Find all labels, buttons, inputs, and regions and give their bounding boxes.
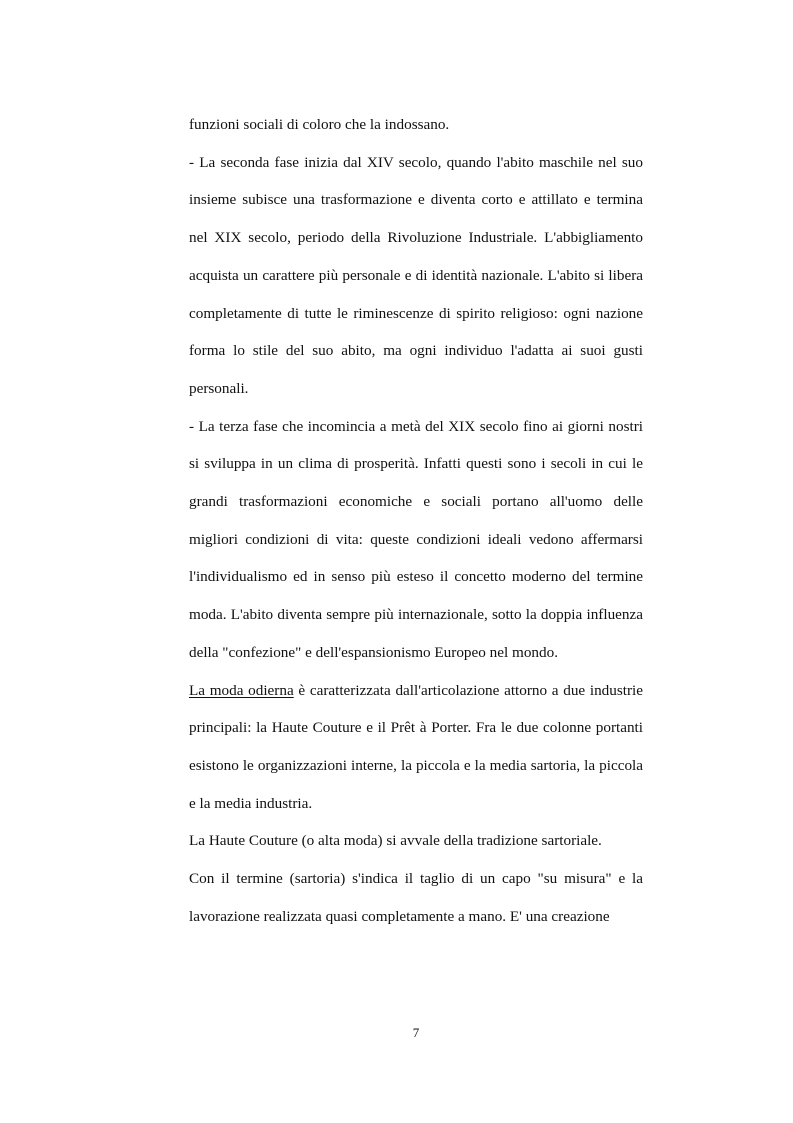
paragraph-second-phase: - La seconda fase inizia dal XIV secolo, quando l'abito maschile nel suo insieme subisce una trasformazione e diventa corto e attillato e termina nel XIX secolo, periodo della Rivoluzione Industriale. L'abbigliamento acquista un carattere più personale e di identità nazionale. L'abito si libera completamente di tutte le riminescenze di spirito religioso: ogni nazione forma lo stile del suo abito, ma ogni individuo l'adatta ai suoi gusti personali.	[189, 153, 643, 397]
underlined-term: La moda odierna	[189, 681, 294, 699]
paragraph-modern-fashion	[189, 672, 643, 823]
paragraph-third-phase: - La terza fase che incomincia a metà del XIX secolo fino ai giorni nostri si sviluppa in un clima di prosperità. Infatti questi sono i secoli in cui le grandi trasformazioni economiche e sociali portano all'uomo delle migliori condizioni di vita: queste condizioni ideali vedono affermarsi l'individualismo ed in senso più esteso il concetto moderno del termine moda. L'abito diventa sempre più internazionale, sotto la doppia influenza della "confezione" e dell'espansionismo Europeo nel mondo.	[189, 417, 643, 661]
page-body	[189, 106, 643, 935]
paragraph-modern-fashion-text: è caratterizzata dall'articolazione attorno a due industrie principali: la Haute Couture e il Prêt à Porter. Fra le due colonne portanti esistono le organizzazioni interne, la piccola e la media sartoria, la piccola e la media industria.	[189, 681, 643, 812]
page-number: 7	[412, 1025, 420, 1040]
paragraph-sartoria: Con il termine (sartoria) s'indica il taglio di un capo "su misura" e la lavorazione realizzata quasi completamente a mano. E' una creazione	[189, 870, 643, 925]
paragraph-continuation: funzioni sociali di coloro che la indossano.	[189, 116, 450, 133]
paragraph-haute-couture: La Haute Couture (o alta moda) si avvale della tradizione sartoriale.	[189, 832, 602, 850]
